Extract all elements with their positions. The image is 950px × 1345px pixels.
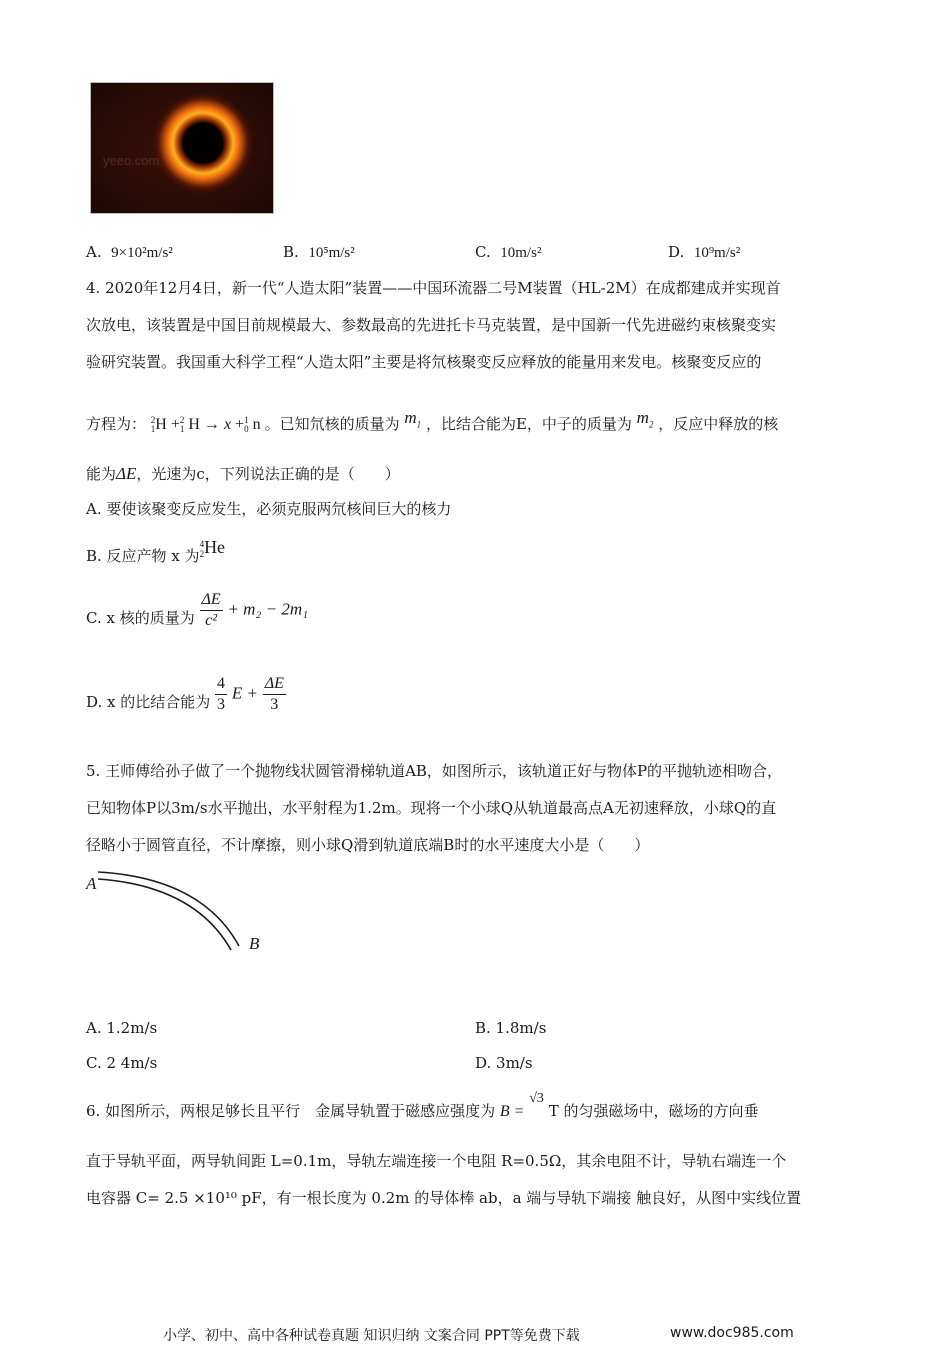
q6-line-1: 6. 如图所示，两根足够长且平行 金属导轨置于磁感应强度为 B = √3 T 的匀强磁场中，磁场的方向垂	[86, 1091, 759, 1120]
q5-option-c: C. 2 4m/s	[86, 1054, 158, 1072]
q6-line-3: 电容器 C= 2.5 ×10¹⁰ pF，有一根长度为 0.2m 的导体棒 ab，a 端与导轨下端接 触良好，从图中实线位置	[86, 1189, 802, 1207]
q3-option-c: C. 10m/s²	[475, 243, 542, 261]
q4-option-a: A. 要使该聚变反应发生，必须克服两氘核间巨大的核力	[86, 500, 452, 518]
label-b: B	[249, 934, 260, 953]
q4-line-1: 4. 2020年12月4日，新一代“人造太阳”装置——中国环流器二号M装置（HL-2M）在成都建成并实现首	[86, 279, 781, 297]
q4-option-d: D. x 的比结合能为 $\frac{4}{3}$ E + $\frac{\Delta E}{3}$	[86, 675, 284, 713]
fusion-equation: 2 1H +2 1 H → x +1 0 n	[150, 415, 265, 435]
q5-option-a: A. 1.2m/s	[86, 1019, 158, 1037]
q5-line-1: 5. 王师傅给孙子做了一个抛物线状圆管滑梯轨道AB，如图所示，该轨道正好与物体P的平抛轨迹相吻合，	[86, 762, 783, 780]
footer-text: 小学、初中、高中各种试卷真题 知识归纳 文案合同 PPT等免费下载	[163, 1328, 580, 1344]
q4-option-b: B. 反应产物 x 为4 2He	[86, 537, 226, 565]
black-hole-image	[90, 82, 274, 214]
footer-site-link[interactable]: www.doc985.com	[670, 1325, 794, 1341]
q4-line-4: 方程为： 2 1H +2 1 H → x +1 0 n 。已知氘核的质量为 $m_1$ ，比结合能为E，中子的质量为 $m_2$ ，反应中释放的核	[86, 408, 779, 435]
q6-line-2: 直于导轨平面，两导轨间距 L=0.1m，导轨左端连接一个电阻 R=0.5Ω，其余电阻不计，导轨右端连一个	[86, 1152, 787, 1170]
q4-line-3: 验研究装置。我国重大科学工程“人造太阳”主要是将氘核聚变反应释放的能量用来发电。核聚变反应的	[86, 353, 762, 371]
label-a: A	[86, 874, 97, 893]
q3-option-d: D. 10⁹m/s²	[668, 243, 741, 261]
q5-line-2: 已知物体P以3m/s水平抛出，水平射程为1.2m。现将一个小球Q从轨道最高点A无初速释放，小球Q的直	[86, 799, 777, 817]
watermark-text: yeeo.com	[103, 153, 160, 168]
slide-track-figure	[84, 866, 274, 956]
q4-option-c: C. x 核的质量为 $\frac{\Delta E}{\text{c²}}$ + m₂ − 2m₁	[86, 591, 309, 629]
q5-option-b: B. 1.8m/s	[475, 1019, 547, 1037]
q3-option-a: A. 9×10²m/s²	[86, 243, 173, 261]
q3-option-b: B. 10⁵m/s²	[283, 243, 355, 261]
q5-option-d: D. 3m/s	[475, 1054, 533, 1072]
q5-line-3: 径略小于圆管直径，不计摩擦，则小球Q滑到轨道底端B时的水平速度大小是（ ）	[86, 836, 650, 854]
q4-line-2: 次放电，该装置是中国目前规模最大、参数最高的先进托卡马克装置，是中国新一代先进磁约束核聚变实	[86, 316, 777, 334]
q4-line-5: 能为ΔE，光速为c，下列说法正确的是（ ）	[86, 464, 400, 483]
